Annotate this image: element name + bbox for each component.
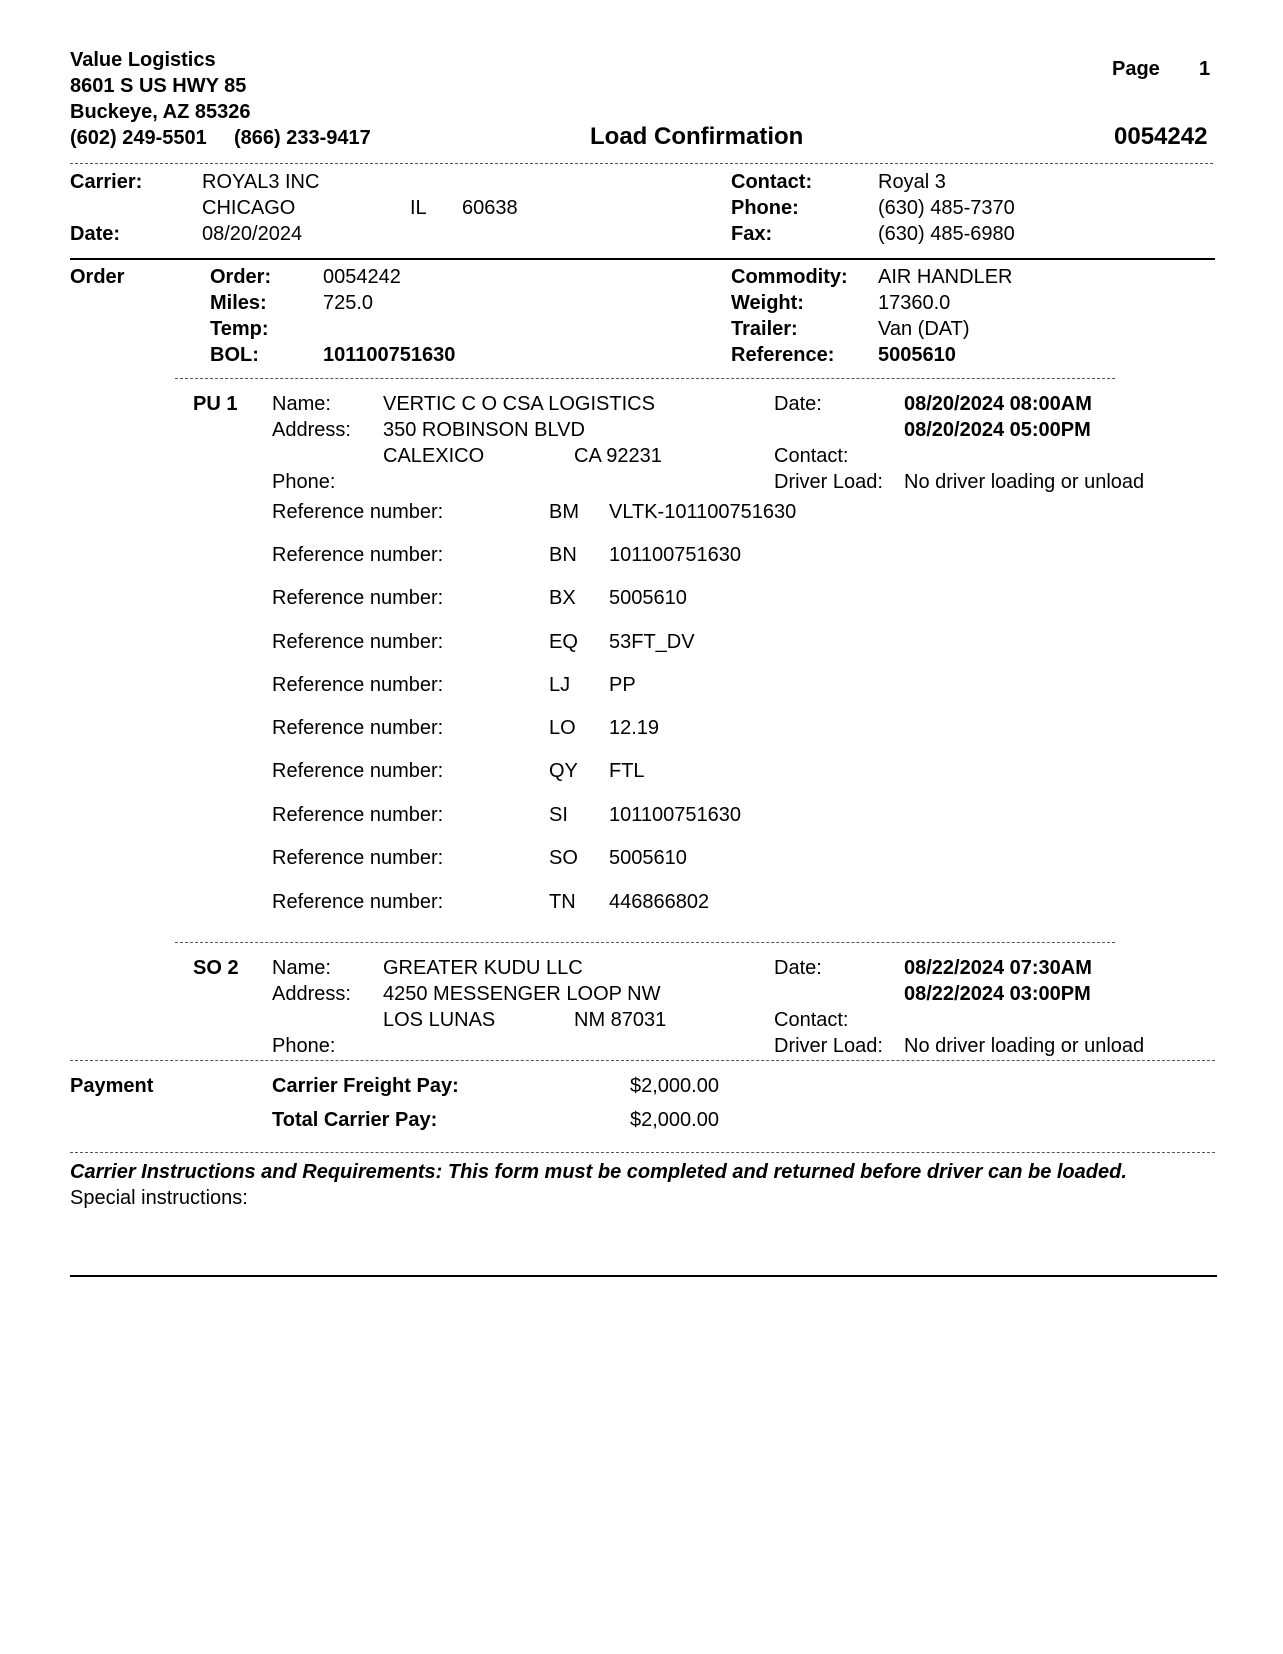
carrier-divider	[70, 258, 1215, 260]
pickup-date-end: 08/20/2024 05:00PM	[904, 419, 1091, 441]
page-number: 1	[1199, 58, 1211, 80]
dropoff-name-label: Name:	[272, 957, 331, 979]
pickup-divider	[175, 942, 1115, 943]
ref-value: 446866802	[609, 891, 710, 913]
reference-value: 5005610	[878, 344, 956, 366]
document-title: Load Confirmation	[590, 123, 804, 150]
pickup-driver-load: No driver loading or unload	[904, 471, 1145, 493]
ref-value: FTL	[609, 760, 645, 782]
ref-value: 53FT_DV	[609, 631, 695, 653]
miles-label: Miles:	[210, 292, 267, 314]
pickup-date-start: 08/20/2024 08:00AM	[904, 393, 1092, 415]
dropoff-driver-load: No driver loading or unload	[904, 1035, 1145, 1057]
dropoff-tag: SO 2	[193, 957, 239, 979]
ref-code: BX	[549, 587, 576, 609]
ref-value: PP	[609, 674, 636, 696]
dropoff-date-start: 08/22/2024 07:30AM	[904, 957, 1092, 979]
instructions-heading: Carrier Instructions and Requirements: This form must be completed and returned before driver can be loaded.	[70, 1161, 1127, 1183]
ref-code: BN	[549, 544, 577, 566]
header-divider	[70, 163, 1213, 164]
pickup-phone-label: Phone:	[272, 471, 336, 493]
ref-label: Reference number:	[272, 717, 444, 739]
ref-value: 5005610	[609, 847, 687, 869]
freight-pay-label: Carrier Freight Pay:	[272, 1075, 459, 1097]
payment-section-label: Payment	[70, 1075, 154, 1097]
payment-divider	[70, 1152, 1215, 1153]
carrier-city: CHICAGO	[202, 197, 296, 219]
ref-label: Reference number:	[272, 631, 444, 653]
company-address-line1: 8601 S US HWY 85	[70, 75, 247, 97]
bol-value: 101100751630	[323, 344, 456, 366]
ref-value: VLTK-101100751630	[609, 501, 797, 523]
carrier-phone: (630) 485-7370	[878, 197, 1015, 219]
ref-label: Reference number:	[272, 544, 444, 566]
reference-label: Reference:	[731, 344, 835, 366]
ref-code: SI	[549, 804, 568, 826]
ref-code: EQ	[549, 631, 578, 653]
page-label: Page	[1112, 58, 1160, 80]
dropoff-date-end: 08/22/2024 03:00PM	[904, 983, 1091, 1005]
pickup-contact-label: Contact:	[774, 445, 849, 467]
carrier-name: ROYAL3 INC	[202, 171, 320, 193]
commodity-label: Commodity:	[731, 266, 848, 288]
ref-label: Reference number:	[272, 804, 444, 826]
stops-divider	[70, 1060, 1215, 1061]
dropoff-phone-label: Phone:	[272, 1035, 336, 1057]
total-pay-label: Total Carrier Pay:	[272, 1109, 438, 1131]
dropoff-address-label: Address:	[272, 983, 351, 1005]
carrier-fax: (630) 485-6980	[878, 223, 1015, 245]
ref-code: BM	[549, 501, 579, 523]
pickup-address: 350 ROBINSON BLVD	[383, 419, 585, 441]
ref-value: 101100751630	[609, 544, 741, 566]
order-section-label: Order	[70, 266, 125, 288]
ref-label: Reference number:	[272, 760, 444, 782]
dropoff-city: LOS LUNAS	[383, 1009, 496, 1031]
weight-label: Weight:	[731, 292, 804, 314]
company-name: Value Logistics	[70, 49, 216, 71]
pickup-name: VERTIC C O CSA LOGISTICS	[383, 393, 655, 415]
ref-label: Reference number:	[272, 847, 444, 869]
carrier-contact: Royal 3	[878, 171, 946, 193]
miles-value: 725.0	[323, 292, 374, 314]
pickup-address-label: Address:	[272, 419, 351, 441]
pickup-name-label: Name:	[272, 393, 331, 415]
ref-value: 12.19	[609, 717, 660, 739]
carrier-phone-label: Phone:	[731, 197, 799, 219]
ref-label: Reference number:	[272, 891, 444, 913]
ref-label: Reference number:	[272, 501, 444, 523]
ref-code: TN	[549, 891, 576, 913]
trailer-value: Van (DAT)	[878, 318, 970, 340]
dropoff-date-label: Date:	[774, 957, 822, 979]
pickup-state-zip: CA 92231	[574, 445, 662, 467]
pickup-city: CALEXICO	[383, 445, 485, 467]
ref-label: Reference number:	[272, 674, 444, 696]
special-instructions-label: Special instructions:	[70, 1187, 248, 1209]
ref-value: 101100751630	[609, 804, 741, 826]
order-number: 0054242	[323, 266, 401, 288]
ref-value: 5005610	[609, 587, 687, 609]
carrier-date: 08/20/2024	[202, 223, 303, 245]
dropoff-contact-label: Contact:	[774, 1009, 849, 1031]
bol-label: BOL:	[210, 344, 259, 366]
dropoff-state-zip: NM 87031	[574, 1009, 667, 1031]
carrier-label: Carrier:	[70, 171, 143, 193]
pickup-tag: PU 1	[193, 393, 238, 415]
instructions-line	[70, 1275, 1217, 1277]
document-number: 0054242	[1114, 123, 1208, 150]
company-phone-1: (602) 249-5501	[70, 127, 207, 149]
carrier-fax-label: Fax:	[731, 223, 773, 245]
ref-code: LJ	[549, 674, 571, 696]
pickup-date-label: Date:	[774, 393, 822, 415]
ref-code: QY	[549, 760, 578, 782]
temp-label: Temp:	[210, 318, 269, 340]
carrier-contact-label: Contact:	[731, 171, 813, 193]
freight-pay-value: $2,000.00	[630, 1075, 719, 1097]
company-address-line2: Buckeye, AZ 85326	[70, 101, 251, 123]
company-phone-2: (866) 233-9417	[234, 127, 371, 149]
dropoff-name: GREATER KUDU LLC	[383, 957, 583, 979]
carrier-state: IL	[410, 197, 427, 219]
carrier-zip: 60638	[462, 197, 518, 219]
order-divider	[175, 378, 1115, 379]
ref-code: LO	[549, 717, 576, 739]
order-number-label: Order:	[210, 266, 272, 288]
carrier-date-label: Date:	[70, 223, 121, 245]
dropoff-driver-load-label: Driver Load:	[774, 1035, 883, 1057]
pickup-driver-load-label: Driver Load:	[774, 471, 883, 493]
total-pay-value: $2,000.00	[630, 1109, 719, 1131]
commodity-value: AIR HANDLER	[878, 266, 1013, 288]
dropoff-address: 4250 MESSENGER LOOP NW	[383, 983, 661, 1005]
ref-label: Reference number:	[272, 587, 444, 609]
ref-code: SO	[549, 847, 578, 869]
weight-value: 17360.0	[878, 292, 951, 314]
trailer-label: Trailer:	[731, 318, 798, 340]
